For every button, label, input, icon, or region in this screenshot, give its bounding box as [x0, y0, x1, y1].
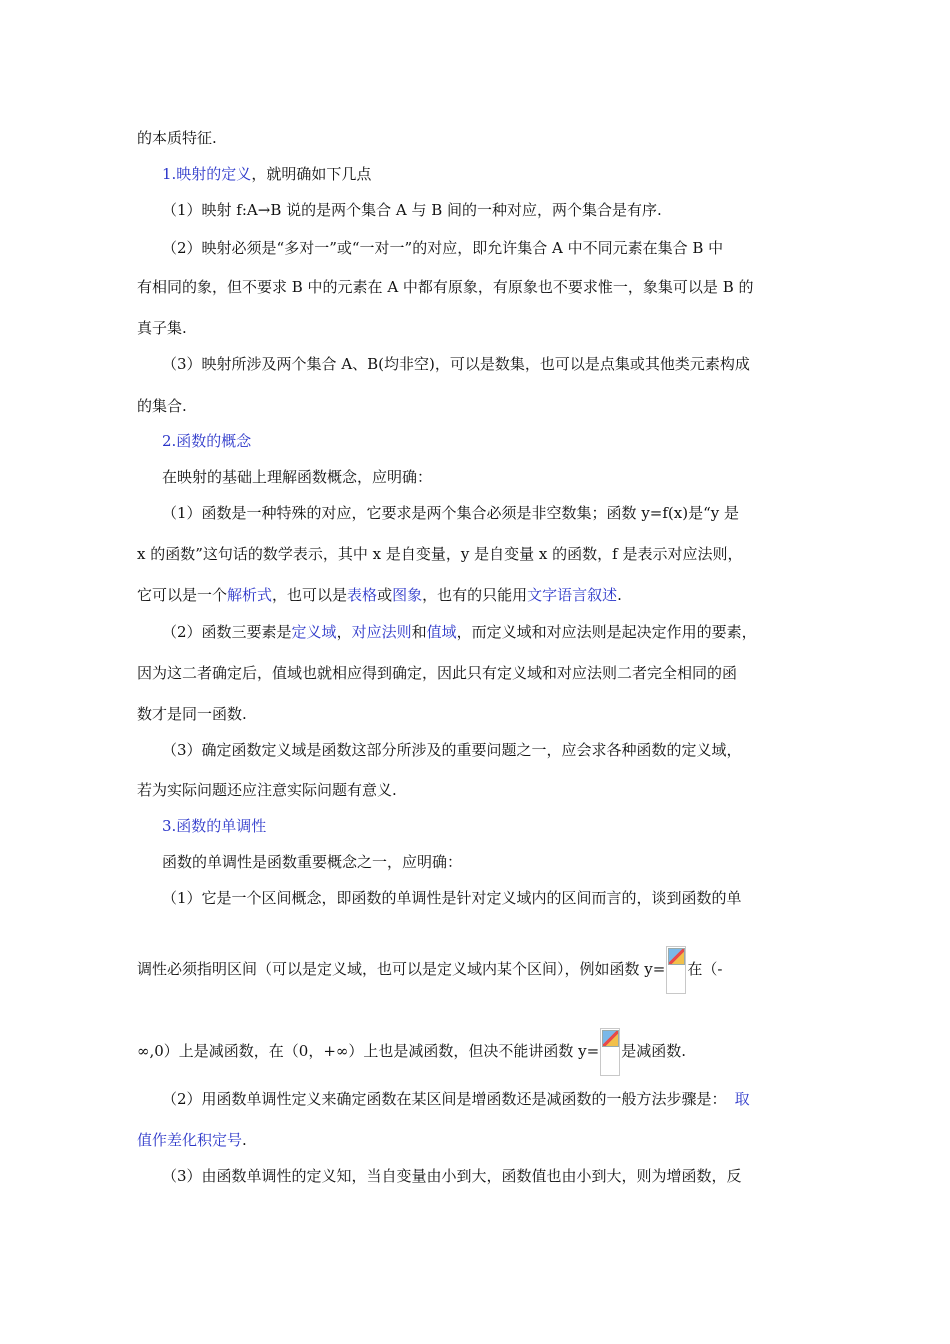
- text-span: 和: [411, 623, 427, 641]
- text-line: 因为这二者确定后，值域也就相应得到确定，因此只有定义域和对应法则二者完全相同的函: [137, 664, 738, 682]
- text-line: [162, 1089, 750, 1109]
- text-line: 的本质特征.: [137, 129, 217, 147]
- link-steps[interactable]: 值作差化积定号: [137, 1131, 243, 1149]
- text-line: （1）映射 f:A→B 说的是两个集合 A 与 B 间的一种对应，两个集合是有序.: [162, 201, 662, 219]
- text-line: 数才是同一函数.: [137, 705, 247, 723]
- text-line: [137, 585, 622, 605]
- text-span: ，也可以是: [272, 586, 348, 604]
- text-line: 的集合.: [137, 397, 187, 415]
- text-line: [162, 622, 757, 642]
- text-span: ，就明确如下几点: [251, 165, 372, 183]
- link-domain[interactable]: 定义域: [291, 623, 337, 641]
- text-line: （2）映射必须是“多对一”或“一对一”的对应，即允许集合 A 中不同元素在集合 B 中: [162, 239, 724, 257]
- text-span: ，而定义域和对应法则是起决定作用的要素，: [456, 623, 757, 641]
- broken-image-icon: [666, 946, 686, 994]
- text-line: （1）它是一个区间概念，即函数的单调性是针对定义域内的区间而言的，谈到函数的单: [162, 889, 742, 907]
- text-span: （2）用函数单调性定义来确定函数在某区间是增函数还是减函数的一般方法步骤是：: [162, 1090, 727, 1108]
- text-line: （1）函数是一种特殊的对应，它要求是两个集合必须是非空数集；函数 y=f(x)是“y 是: [162, 504, 739, 522]
- text-span: .: [242, 1131, 247, 1149]
- link-table[interactable]: 表格: [347, 586, 378, 604]
- text-line: x 的函数”这句话的数学表示，其中 x 是自变量，y 是自变量 x 的函数，f 是表示对应法则，: [137, 545, 743, 563]
- text-line: 函数的单调性是函数重要概念之一，应明确：: [162, 853, 463, 871]
- section-heading-monotonicity[interactable]: 3.函数的单调性: [162, 817, 267, 835]
- text-line: （3）映射所涉及两个集合 A、B(均非空)，可以是数集，也可以是点集或其他类元素构成: [162, 355, 750, 373]
- text-span: 是减函数.: [621, 1042, 687, 1060]
- text-line: 真子集.: [137, 319, 187, 337]
- text-line: [137, 1130, 247, 1150]
- text-line: 在映射的基础上理解函数概念，应明确：: [162, 468, 433, 486]
- text-span: 在（-: [687, 960, 723, 978]
- link-range[interactable]: 值域: [426, 623, 457, 641]
- link-analytic-expression[interactable]: 解析式: [227, 586, 273, 604]
- link-graph[interactable]: 图象: [392, 586, 423, 604]
- text-span: （2）函数三要素是: [162, 623, 292, 641]
- text-line: [137, 946, 722, 994]
- section-heading-function-concept[interactable]: 2.函数的概念: [162, 432, 252, 450]
- link-mapping-definition[interactable]: 1.映射的定义: [162, 165, 252, 183]
- text-span: ∞,0）上是减函数，在（0，+∞）上也是减函数，但决不能讲函数 y=: [137, 1042, 600, 1060]
- text-span: ，: [336, 623, 352, 641]
- link-verbal-description[interactable]: 文字语言叙述: [527, 586, 618, 604]
- text-line: 若为实际问题还应注意实际问题有意义.: [137, 781, 397, 799]
- section-heading-mapping: [162, 164, 371, 184]
- text-line: [137, 1028, 686, 1076]
- text-span: ，也有的只能用: [422, 586, 528, 604]
- text-span: 它可以是一个: [137, 586, 228, 604]
- text-line: 有相同的象，但不要求 B 中的元素在 A 中都有原象，有原象也不要求惟一，象集可以是 B 的: [137, 278, 754, 296]
- text-line: （3）确定函数定义域是函数这部分所涉及的重要问题之一，应会求各种函数的定义域，: [162, 741, 742, 759]
- text-span: .: [617, 586, 622, 604]
- text-span: 或: [377, 586, 393, 604]
- text-span: 调性必须指明区间（可以是定义域，也可以是定义域内某个区间），例如函数 y=: [137, 960, 666, 978]
- link-correspondence-rule[interactable]: 对应法则: [351, 623, 412, 641]
- broken-image-icon: [600, 1028, 620, 1076]
- text-line: （3）由函数单调性的定义知，当自变量由小到大，函数值也由小到大，则为增函数，反: [162, 1167, 742, 1185]
- link-take-value[interactable]: 取: [734, 1090, 750, 1108]
